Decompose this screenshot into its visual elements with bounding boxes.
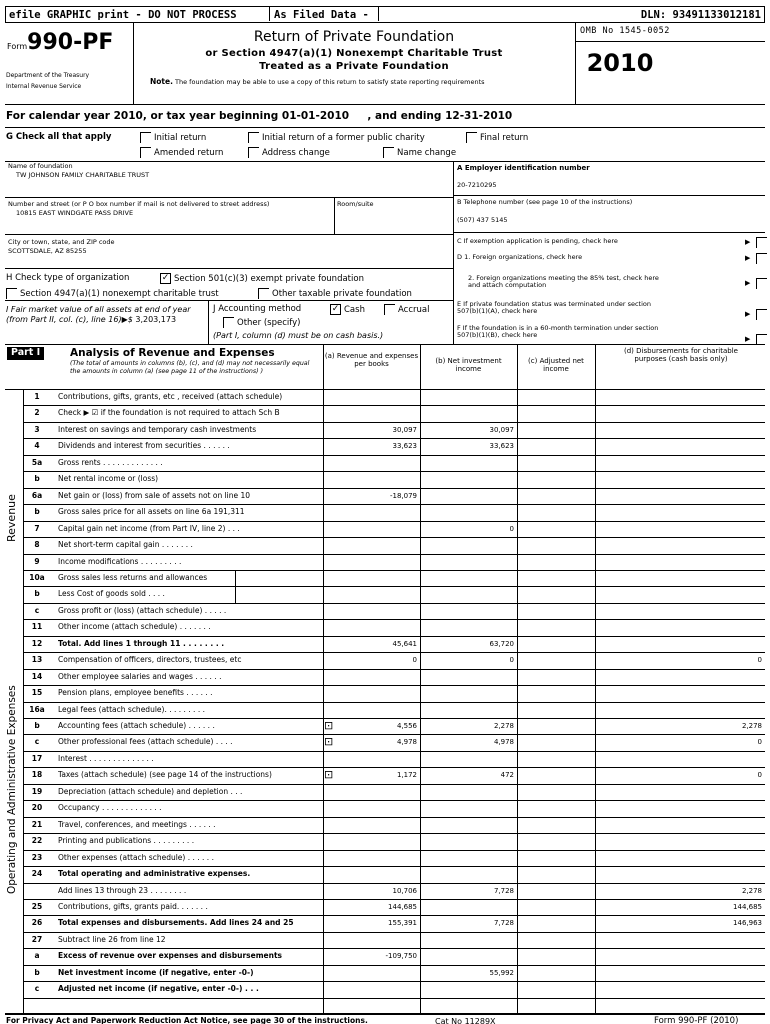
row-label: Subtract line 26 from line 12 [58,935,166,944]
cell-d: 2,278 [741,722,762,730]
row-label: Other employee salaries and wages . . . . . . [58,672,222,681]
cell-d: 2,278 [741,886,762,895]
row-divider [23,554,765,555]
final-return-label: Final return [480,133,529,143]
row-number: b [34,507,40,517]
final-return-option[interactable] [466,132,528,144]
cell-a: 30,097 [392,425,417,434]
row-label: Gross rents . . . . . . . . . . . . . [58,458,163,467]
row-divider [23,817,765,818]
form-subtitle2: Treated as a Private Foundation [259,61,449,72]
row-divider [23,504,765,505]
col-b-header: (b) Net investment income [435,357,502,374]
row-divider [23,685,765,686]
row-number: 16a [29,704,45,714]
cell-d: 144,685 [733,902,762,911]
row-number: c [34,984,40,994]
terminated-checkbox[interactable] [756,309,767,320]
row-divider [23,455,765,456]
org-type-other-checkbox[interactable] [258,288,269,299]
row-number: 11 [31,622,43,632]
cell-a: 4,978 [396,738,417,747]
form-subtitle1: or Section 4947(a)(1) Nonexempt Charitable Trust [205,48,503,59]
tax-year: 2010 [586,49,654,77]
part-i-title: Analysis of Revenue and Expenses [70,347,275,359]
row-number: c [34,737,40,747]
amended-return-checkbox[interactable] [140,147,151,158]
row-divider [23,932,765,933]
termination-60-label: F If the foundation is in a 60-month termination under section 507(b)(1)(B), check here [457,324,659,340]
row-number: b [34,474,40,484]
row-number: 10a [29,572,45,582]
row-number: 5a [31,457,43,467]
acct-other[interactable] [223,317,300,329]
form-note [150,78,485,87]
row-divider [23,636,765,637]
row-divider [23,702,765,703]
row-divider [23,570,765,571]
cell-b: 55,992 [489,968,514,977]
foundation-name-label: Name of foundation [8,162,73,170]
attachment-icon[interactable]: ⊡ [324,719,334,732]
row-label: Pension plans, employee benefits . . . . . . [58,689,213,698]
initial-return-option[interactable] [140,132,206,144]
termination-60-arrow: ▶ [745,335,751,343]
row-label: Net investment income (if negative, enter -0-) [58,968,254,977]
row-divider [23,948,765,949]
expenses-side-label: Operating and Administrative Expenses [6,685,18,895]
footer-cat: Cat No 11289X [435,1017,496,1024]
row-number: 25 [31,901,43,911]
row-label: Excess of revenue over expenses and disbursements [58,952,283,961]
row-number: b [34,721,40,730]
terminated-arrow: ▶ [745,310,751,318]
row-divider [23,405,765,406]
row-number: 9 [34,556,40,566]
row-label: Adjusted net income (if negative, enter -0-) . . . [58,985,259,994]
dept-irs: Internal Revenue Service [6,83,82,90]
cell-a: -18,079 [389,491,417,500]
row-number: 4 [34,441,40,451]
row-number: 1 [34,392,40,401]
row-label: Gross sales price for all assets on line 6a 191,311 [58,508,245,517]
amended-return-label: Amended return [154,148,224,158]
cell-d: 146,963 [733,919,762,928]
row-divider [23,981,765,982]
cell-b: 0 [509,656,514,665]
col-a-header: (a) Revenue and expenses per books [324,352,419,369]
row-label: Accounting fees (attach schedule) . . . . . . [58,722,215,730]
row-number: 7 [34,523,40,533]
row-label: Interest . . . . . . . . . . . . . . [58,754,154,763]
row-label: Add lines 13 through 23 . . . . . . . . [58,886,187,895]
acct-cash[interactable] [330,304,365,316]
cell-a: 1,172 [396,771,417,780]
row-label: Taxes (attach schedule) (see page 14 of the instructions) [58,771,272,780]
form-number [7,30,113,55]
ein-label: A Employer identification number [457,164,590,172]
row-divider [23,800,765,801]
row-number: 26 [31,918,43,928]
amended-return-option[interactable] [140,147,223,159]
org-type-other[interactable] [258,288,412,300]
cell-a: 45,641 [392,639,417,648]
row-label: Compensation of officers, directors, trustees, etc [58,656,242,665]
initial-return-checkbox[interactable] [140,132,151,143]
cell-d: 0 [757,656,762,665]
org-type-4947-checkbox[interactable] [6,288,17,299]
row-number: 12 [31,638,43,648]
street-address: 10815 EAST WINDGATE PASS DRIVE [16,209,134,217]
row-label: Legal fees (attach schedule). . . . . . . . . [58,705,205,714]
row-number: 3 [34,424,40,434]
row-divider [23,751,765,752]
row-divider [23,652,765,653]
exemption-pending-arrow: ▶ [745,238,751,246]
col-d-header: (d) Disbursements for charitable purposes (cash basis only) [624,347,738,364]
acct-other-label: Other (specify) [237,318,301,328]
row-divider [23,734,765,735]
row-divider [23,899,765,900]
footer-privacy: For Privacy Act and Paperwork Reduction Act Notice, see page 30 of the instructions. [6,1016,368,1024]
cell-a: -109,750 [385,952,417,961]
banner-dln: DLN: 93491133012181 [640,9,761,21]
row-divider [23,850,765,851]
acct-cash-label: Cash [344,305,365,315]
dept-treasury: Department of the Treasury [6,72,90,79]
row-divider [23,833,765,834]
row-number: 13 [31,655,43,665]
row-divider [23,521,765,522]
row-number: 27 [31,934,43,944]
row-label: Contributions, gifts, grants paid. . . . . . . [58,902,208,911]
cell-a: 155,391 [388,919,417,928]
cell-a: 0 [412,656,417,665]
row-label: Other income (attach schedule) . . . . . . . [58,623,211,632]
row-label: Less Cost of goods sold . . . . [58,590,165,599]
phone-value: (507) 437 5145 [457,216,508,224]
row-number: 2 [34,408,40,418]
room-suite-label: Room/suite [337,200,374,208]
foundation-name: TW JOHNSON FAMILY CHARITABLE TRUST [16,171,150,179]
row-label: Total expenses and disbursements. Add lines 24 and 25 [58,919,294,928]
row-label: Other expenses (attach schedule) . . . . . . [58,853,214,862]
attachment-icon[interactable]: ⊡ [324,768,334,782]
row-divider [23,998,765,999]
row-divider [23,438,765,439]
row-divider [23,784,765,785]
row-divider [23,883,765,884]
row-divider [23,669,765,670]
acct-accrual-label: Accrual [398,305,430,315]
form-title: Return of Private Foundation [253,29,455,45]
row-number: 8 [34,540,40,550]
footer-form: Form 990-PF (2010) [654,1016,739,1024]
foreign-org-checkbox[interactable] [756,253,767,264]
row-number: 19 [31,786,43,796]
foreign-85-checkbox[interactable] [756,278,767,289]
row-label: Check ▶ ☑ if the foundation is not required to attach Sch B [58,409,280,418]
row-number: 17 [31,753,43,763]
acct-other-checkbox[interactable] [223,317,234,328]
row-number: a [34,951,40,961]
org-type-other-label: Other taxable private foundation [272,289,412,299]
initial-former-checkbox[interactable] [248,132,259,143]
org-type-501c3-label: Section 501(c)(3) exempt private foundation [174,274,364,284]
part-i-tag: Part I [7,347,44,360]
fmv-label-text: I Fair market value of all assets at end of year (from Part II, col. (c), line 16)▶$ [6,305,191,324]
row-divider [23,767,765,768]
name-change-label: Name change [397,148,457,158]
row-number: 14 [31,671,43,681]
row-label: Gross profit or (loss) (attach schedule) . . . . . [58,606,227,615]
acct-cash-checkbox[interactable]: ✓ [331,304,340,314]
org-type-501c3[interactable] [160,273,364,285]
cell-a: 144,685 [388,902,417,911]
part-i-note: (The total of amounts in columns (b), (c), and (d) may not necessarily equal the amounts in column (a) (see page 11 of the instructions) ) [70,360,310,375]
cell-b: 63,720 [489,639,514,648]
row-divider [23,488,765,489]
ein-value: 20-7210295 [457,181,497,189]
form-990pf: 990-PF [27,30,114,55]
final-return-checkbox[interactable] [466,132,477,143]
fmv-label [6,305,206,325]
row-label: Occupancy . . . . . . . . . . . . . [58,804,162,813]
top-banner [5,6,765,23]
cell-d: 0 [757,738,762,747]
name-change-checkbox[interactable] [383,147,394,158]
note-text: The foundation may be able to use a copy of this return to satisfy state reporting requirements [175,78,485,86]
initial-former-label: Initial return of a former public charity [262,133,425,143]
cell-b: 2,278 [493,722,514,730]
row-label: Income modifications . . . . . . . . . [58,557,182,566]
row-number: 23 [31,852,43,862]
cell-b: 7,728 [493,919,514,928]
accounting-note: (Part I, column (d) must be on cash basis.) [213,331,384,340]
acct-accrual[interactable] [384,304,429,316]
exemption-pending-label: C If exemption application is pending, check here [457,237,618,245]
attachment-icon[interactable]: ⊡ [324,735,334,749]
org-type-501c3-checkbox[interactable]: ✓ [161,273,170,283]
exemption-pending [457,238,757,245]
fmv-value: 3,203,173 [135,315,177,324]
cell-b: 7,728 [493,886,514,895]
row-label: Contributions, gifts, grants, etc , received (attach schedule) [58,393,283,401]
row-label: Capital gain net income (from Part IV, line 2) . . . [58,524,240,533]
foreign-org-label: D 1. Foreign organizations, check here [457,253,583,261]
cell-b: 30,097 [489,425,514,434]
row-label: Total operating and administrative expenses. [58,870,251,879]
row-number: b [34,589,40,599]
row-divider [23,619,765,620]
row-divider [23,965,765,966]
row-number: 24 [31,869,43,879]
row-divider [23,718,765,719]
row-label: Gross sales less returns and allowances [58,573,208,582]
row-number: 6a [31,490,43,500]
row-divider [23,471,765,472]
cell-d: 0 [757,771,762,780]
row-number: 22 [31,836,43,846]
row-number: 15 [31,688,43,698]
row-label: Net rental income or (loss) [58,475,159,484]
omb-number: OMB No 1545-0052 [580,26,670,36]
note-label: Note. [150,77,173,86]
cell-b: 33,623 [489,442,514,451]
check-all-row [6,133,111,143]
initial-former-option[interactable] [248,132,425,144]
row-label: Depreciation (attach schedule) and depletion . . . [58,787,243,796]
org-type-row [6,274,129,284]
banner-efile: efile GRAPHIC print - DO NOT PROCESS [9,9,237,21]
cell-a: 33,623 [392,442,417,451]
row-number: 20 [31,803,43,813]
form-prefix: Form [7,42,28,51]
inline-entry-divider [235,570,236,603]
row-divider [23,537,765,538]
initial-return-label: Initial return [154,133,207,143]
address-change-checkbox[interactable] [248,147,259,158]
row-label: Dividends and interest from securities . . . . . . [58,442,230,451]
calendar-year: For calendar year 2010, or tax year beginning 01-01-2010 , and ending 12-31-2010 [6,110,513,122]
exemption-pending-checkbox[interactable] [756,237,767,248]
row-label: Total. Add lines 1 through 11 . . . . . . . . [58,639,225,648]
street-label: Number and street (or P O box number if mail is not delivered to street address) [8,201,270,208]
cell-a: 10,706 [392,886,417,895]
col-c-header: (c) Adjusted net income [528,357,584,374]
org-type-4947[interactable] [6,288,219,300]
row-label: Other professional fees (attach schedule) . . . . [58,738,233,747]
org-type-label: H Check type of organization [6,273,130,283]
acct-accrual-checkbox[interactable] [384,304,395,315]
cell-b: 0 [509,524,514,533]
row-divider [23,586,765,587]
row-divider [23,603,765,604]
name-change-option[interactable] [383,147,456,159]
city-state-zip: SCOTTSDALE, AZ 85255 [8,247,87,255]
row-label: Travel, conferences, and meetings . . . . . . [58,820,216,829]
foreign-85-arrow: ▶ [745,279,751,287]
address-change-label: Address change [262,148,330,158]
row-label: Printing and publications . . . . . . . . . [58,837,195,846]
row-label: Net gain or (loss) from sale of assets not on line 10 [58,491,251,500]
cell-a: 4,556 [396,722,417,730]
cell-b: 472 [500,771,514,780]
row-label: Net short-term capital gain . . . . . . . [58,541,193,550]
foreign-org-arrow: ▶ [745,254,751,262]
foreign-85-label: 2. Foreign organizations meeting the 85% test, check here and attach computation [468,274,659,290]
row-divider [23,915,765,916]
accounting-method-label: J Accounting method [213,304,302,314]
row-divider [23,422,765,423]
org-type-4947-label: Section 4947(a)(1) nonexempt charitable trust [20,289,219,299]
cell-b: 4,978 [493,738,514,747]
phone-label: B Telephone number (see page 10 of the instructions) [457,198,633,206]
revenue-side-label: Revenue [5,494,18,542]
row-label: Interest on savings and temporary cash investments [58,425,257,434]
banner-asfiled: As Filed Data - [269,7,379,21]
terminated-label: E If private foundation status was terminated under section 507(b)(1)(A), check here [457,300,652,316]
row-number: c [34,605,40,615]
row-divider [23,866,765,867]
row-number: 18 [31,770,43,780]
check-all-label: G Check all that apply [6,132,112,142]
row-number: 21 [31,819,43,829]
address-change-option[interactable] [248,147,330,159]
row-number: b [34,967,40,977]
city-label: City or town, state, and ZIP code [8,238,115,246]
